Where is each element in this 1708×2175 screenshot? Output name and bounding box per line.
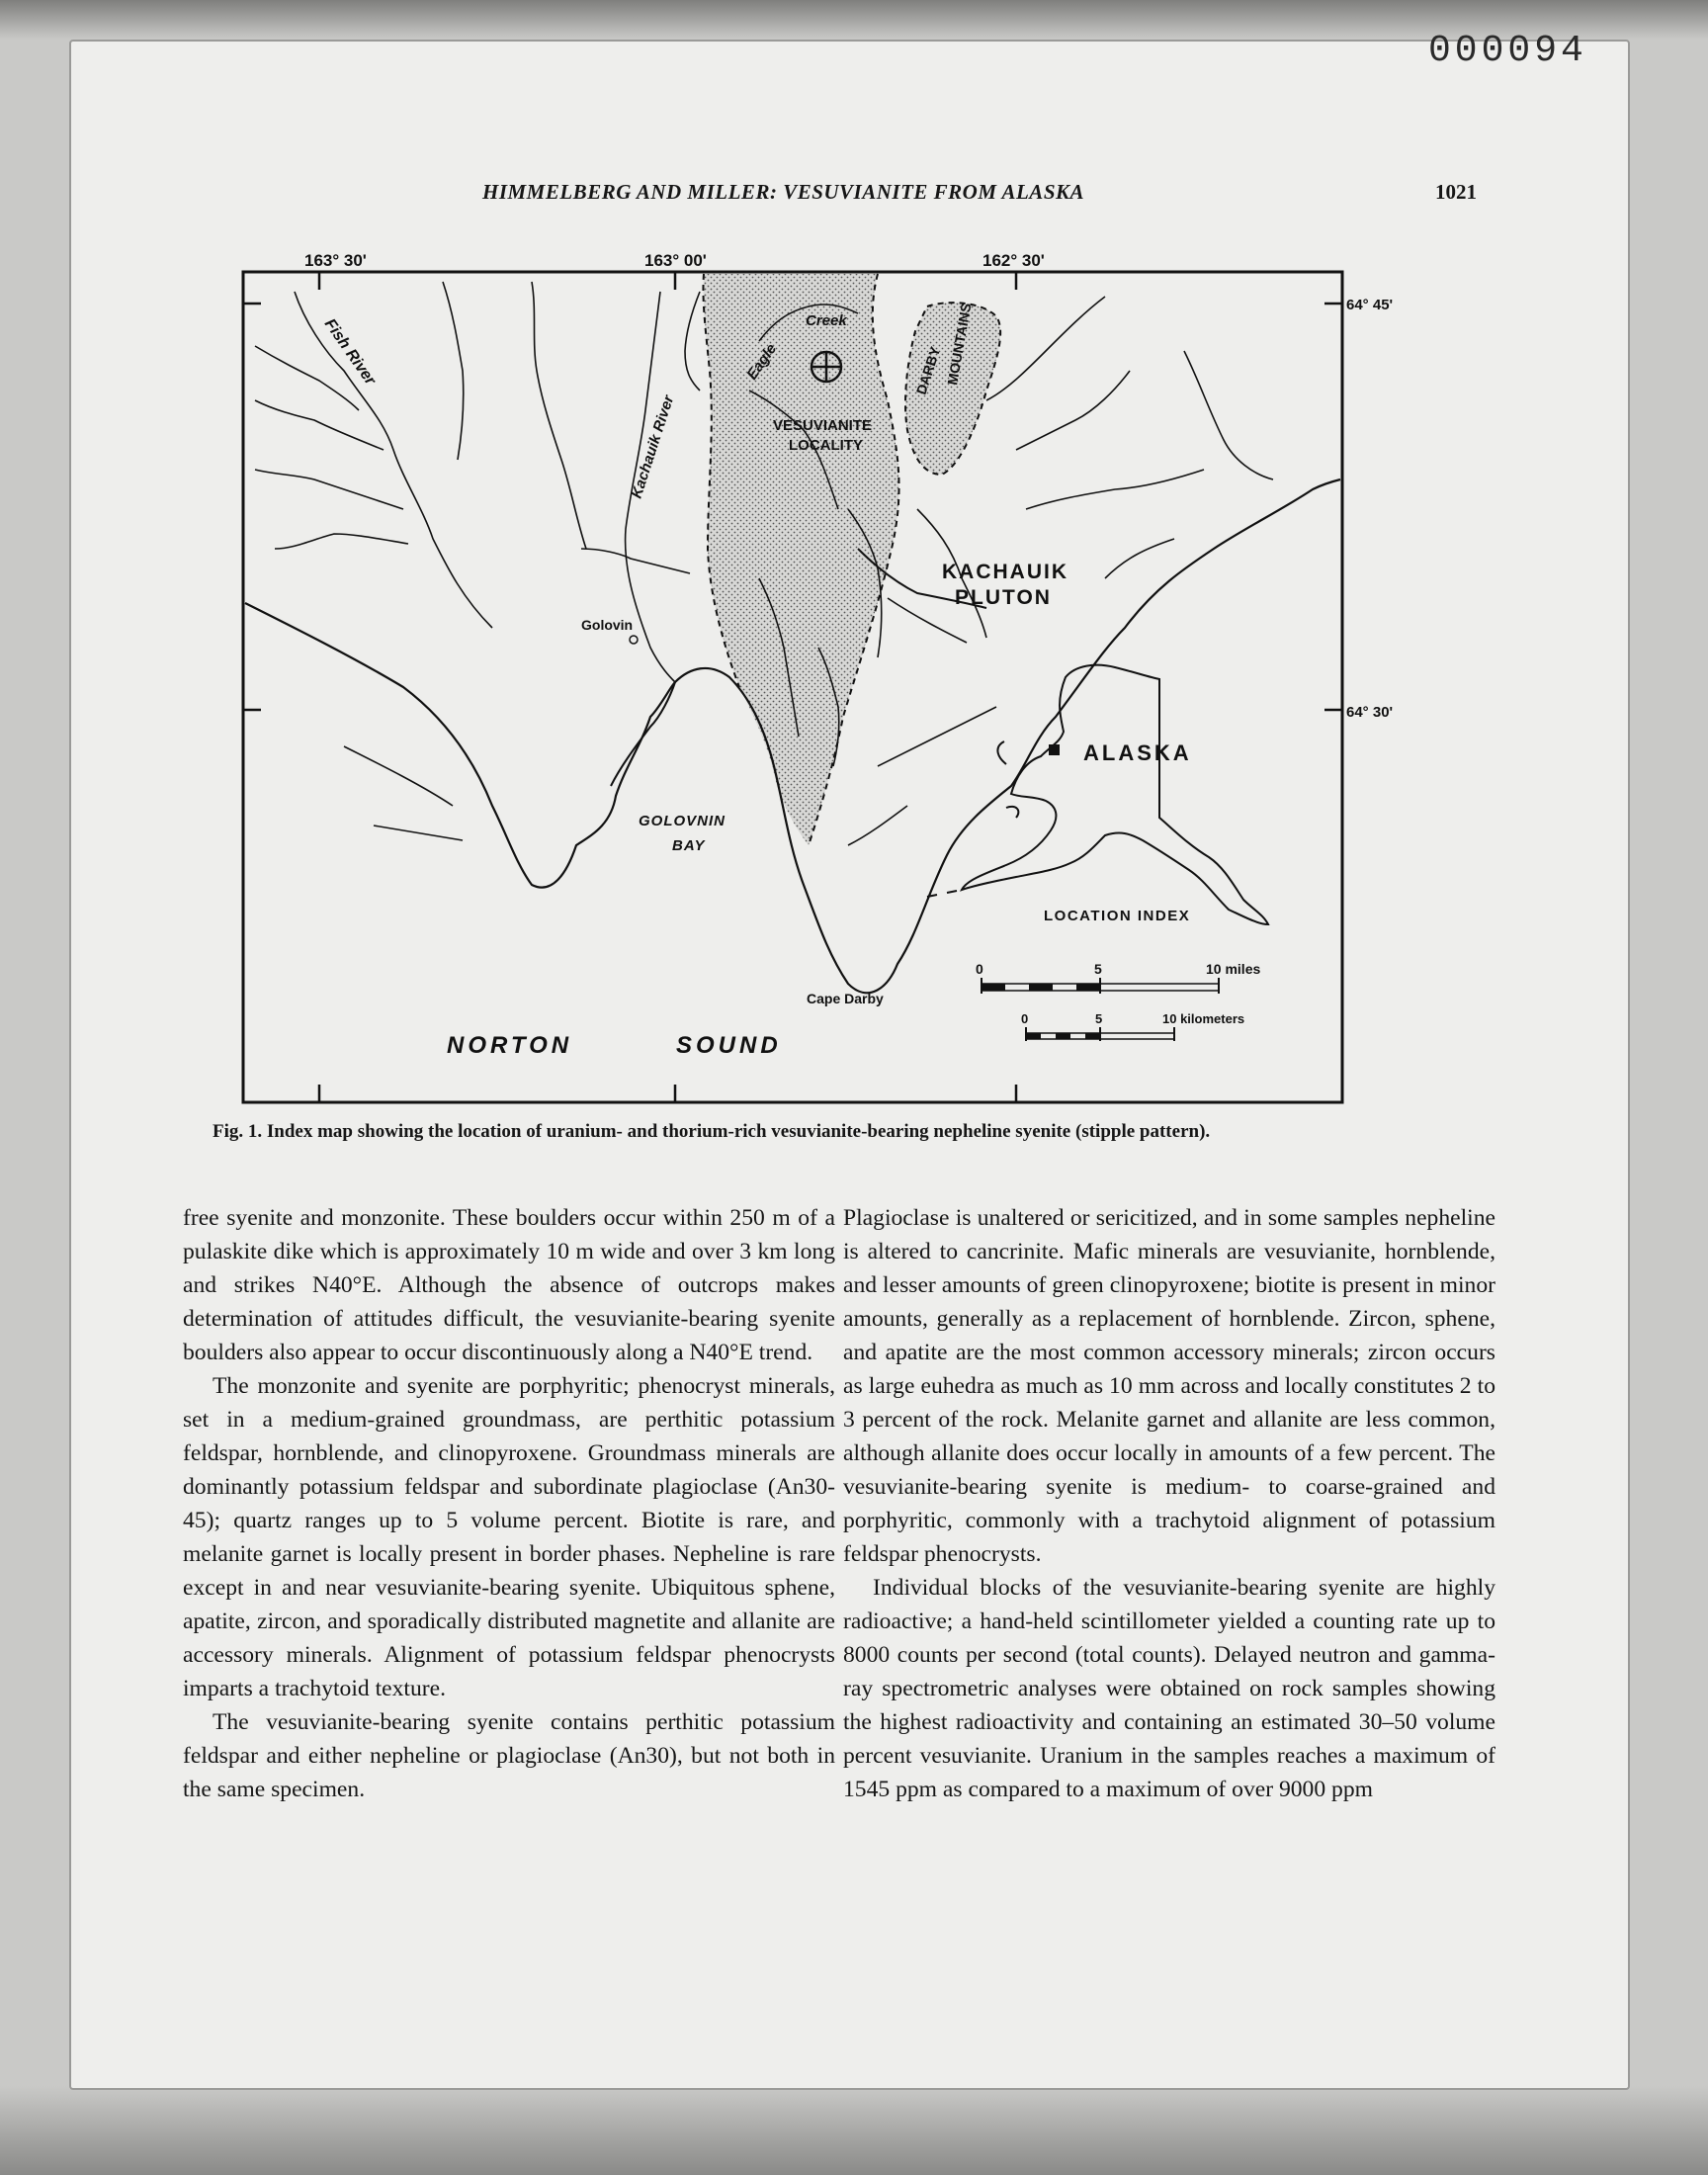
scale-km-0: 0 [1021, 1011, 1029, 1026]
scale-km-5: 5 [1095, 1011, 1103, 1026]
archive-stamp: 000094 [1428, 30, 1587, 72]
lat-label-2: 64° 30' [1346, 704, 1394, 721]
location-index-label: LOCATION INDEX [1044, 908, 1191, 924]
golovin-marker [630, 636, 638, 644]
cape-darby-label: Cape Darby [807, 991, 884, 1006]
scale-miles-5: 5 [1094, 961, 1102, 977]
lat-label-1: 64° 45' [1346, 297, 1394, 313]
location-marker [1049, 744, 1060, 755]
locality-label-1: VESUVIANITE [773, 417, 873, 434]
paragraph [843, 1571, 1495, 1806]
paragraph-text: Individual blocks of the vesuvianite-bearing syenite are highly radioactive; a hand-held scintillometer yielded a counting rate up to 8000 counts per second (total counts). Delayed neutron and gamma-ray spectrometric analyses were obtained on rock samples showing the highest radioactivity and containing an estimated 30–50 volume percent vesuvianite. Uranium in the samples reaches a maximum of 1545 ppm as compared to a maximum of over 9000 ppm [843, 1575, 1495, 1802]
paragraph: free syenite and monzonite. These boulders occur within 250 m of a pulaskite dike which is approximately 10 m wide and over 3 km long and strikes N40°E. Although the absence of outcrops makes determination of attitudes difficult, the vesuvianite-bearing syenite boulders also appear to occur discontinuously along a N40°E trend. [183, 1205, 835, 1365]
paragraph-text: The monzonite and syenite are porphyritic; phenocryst minerals, set in a medium-grained groundmass, are perthitic potassium feldspar, hornblende, and clinopyroxene. Groundmass minerals are dominantly potassium feldspar and subordinate plagioclase (An30-45); quartz ranges up to 5 volume percent. Biotite is rare, and melanite garnet is locally present in border phases. Nepheline is rare except in and near vesuvianite-bearing syenite. Ubiquitous sphene, apatite, zircon, and sporadically distributed magnetite and allanite are accessory minerals. Alignment of potassium feldspar phenocrysts imparts a trachytoid texture. [183, 1373, 835, 1701]
pluton-label-1: KACHAUIK [942, 561, 1068, 583]
lon-label-2: 163° 00' [644, 251, 707, 270]
body-column-right [843, 1201, 1495, 1972]
paragraph: Plagioclase is unaltered or sericitized, and in some samples nepheline is altered to cancrinite. Mafic minerals are vesuvianite, hornblende, and lesser amounts of green clinopyroxene; biotite is present in minor amounts, generally as a replacement of hornblende. Zircon, sphene, and apatite are the most common accessory minerals; zircon occurs as large euhedra as much as 10 mm across and locally constitutes 2 to 3 percent of the rock. Melanite garnet and allanite are less common, although allanite does occur locally in amounts of a few percent. The vesuvianite-bearing syenite is medium- to coarse-grained and porphyritic, commonly with a trachytoid alignment of potassium feldspar phenocrysts. [843, 1205, 1495, 1567]
alaska-inset [927, 665, 1268, 924]
locality-label-2: LOCALITY [789, 437, 863, 454]
lon-label-3: 162° 30' [982, 251, 1045, 270]
creek-label: Creek [806, 312, 847, 329]
index-map-svg [235, 251, 1394, 1132]
scale-km-10: 10 kilometers [1162, 1011, 1245, 1026]
vesuvianite-locality-symbol [811, 352, 841, 382]
scale-bar-miles [982, 978, 1219, 994]
scale-miles-0: 0 [976, 961, 983, 977]
body-column-left [183, 1201, 835, 1972]
sound-label: SOUND [676, 1032, 782, 1059]
norton-label: NORTON [447, 1032, 573, 1059]
alaska-label: ALASKA [1083, 740, 1192, 765]
scale-miles-10: 10 miles [1206, 961, 1261, 977]
figure-caption: Fig. 1. Index map showing the location of uranium- and thorium-rich vesuvianite-bearing nepheline syenite (stipple pattern). [213, 1121, 1211, 1142]
paragraph [183, 1705, 835, 1806]
eagle-label: Eagle [743, 340, 781, 384]
golovnin-label: GOLOVNIN [639, 813, 726, 829]
darby-label: DARBY [912, 344, 944, 396]
pluton-label-2: PLUTON [955, 586, 1052, 609]
golovin-label: Golovin [581, 617, 634, 633]
running-head: HIMMELBERG AND MILLER: VESUVIANITE FROM ALASKA [482, 180, 1085, 204]
lon-label-1: 163° 30' [304, 251, 367, 270]
paragraph-text: The vesuvianite-bearing syenite contains perthitic potassium feldspar and either nepheline or plagioclase (An30), but not both in the same specimen. [183, 1709, 835, 1802]
mountains-label: MOUNTAINS [944, 302, 975, 387]
paragraph [183, 1369, 835, 1705]
bay-label: BAY [672, 837, 706, 854]
scan-edge-bottom [0, 2086, 1708, 2175]
scale-bar-km [1026, 1027, 1174, 1041]
kachauik-river-label: Kachauik River [628, 392, 678, 501]
page-number: 1021 [1435, 180, 1477, 204]
fish-river-label: Fish River [320, 315, 380, 389]
index-map [235, 251, 1394, 1132]
